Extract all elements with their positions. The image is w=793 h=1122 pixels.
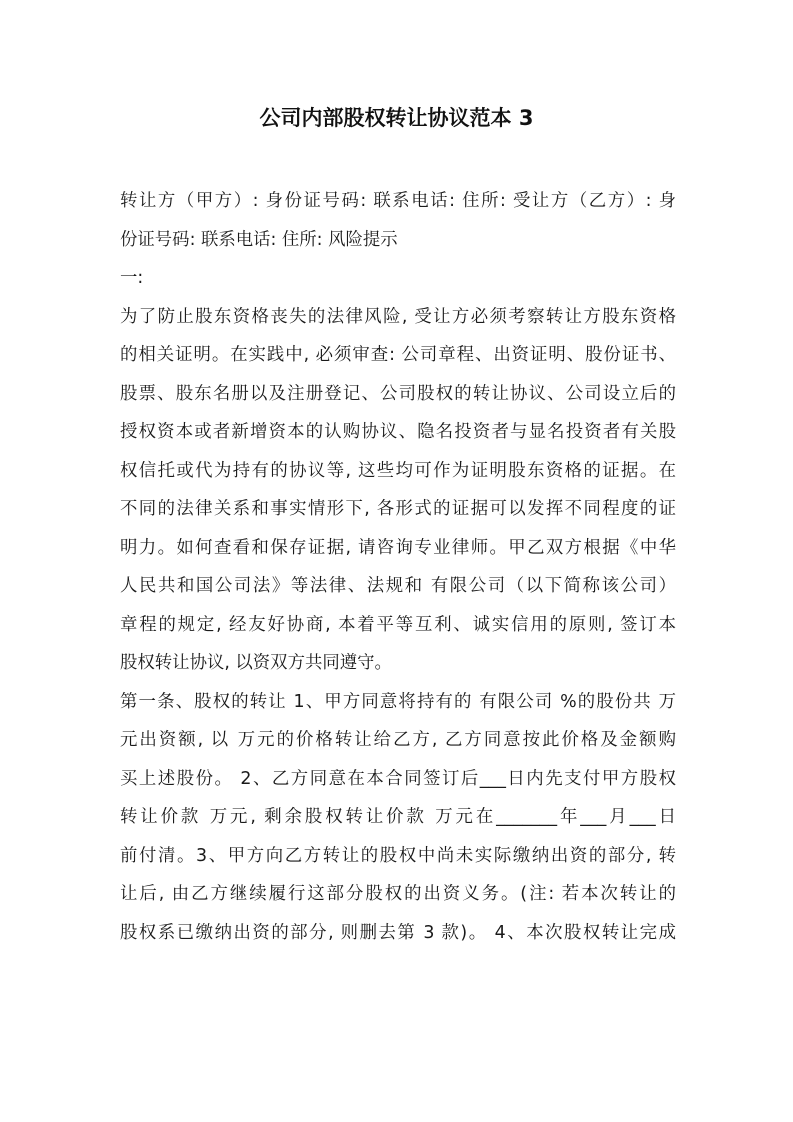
body-line: 人民共和国公司法》等法律、法规和 有限公司（以下简称该公司） bbox=[120, 576, 676, 596]
body-line: 转让价款 万元, 剩余股权转让价款 万元在_______年___月___日 bbox=[120, 807, 676, 827]
body-line: 前付清。3、甲方向乙方转让的股权中尚未实际缴纳出资的部分, 转 bbox=[120, 845, 676, 866]
body-line: 的相关证明。在实践中, 必须审查: 公司章程、出资证明、股份证书、 bbox=[120, 345, 676, 365]
document-title: 公司内部股权转让协议范本 3 bbox=[259, 106, 534, 130]
body-line: 份证号码: 联系电话: 住所: 风险提示 bbox=[120, 229, 398, 250]
body-line: 不同的法律关系和事实情形下, 各形式的证据可以发挥不同程度的证 bbox=[120, 499, 676, 519]
body-line: 第一条、股权的转让 1、甲方同意将持有的 有限公司 %的股份共 万 bbox=[120, 691, 676, 712]
body-line: 权信托或代为持有的协议等, 这些均可作为证明股东资格的证据。在 bbox=[120, 460, 676, 481]
document-body bbox=[120, 182, 676, 952]
body-line: 股票、股东名册以及注册登记、公司股权的转让协议、公司设立后的 bbox=[120, 383, 676, 404]
body-line: 股权系已缴纳出资的部分, 则删去第 3 款)。 4、本次股权转让完成 bbox=[120, 922, 676, 943]
body-line: 授权资本或者新增资本的认购协议、隐名投资者与显名投资者有关股 bbox=[120, 422, 676, 442]
body-line: 转让方（甲方）: 身份证号码: 联系电话: 住所: 受让方（乙方）: 身 bbox=[120, 191, 676, 211]
body-line: 让后, 由乙方继续履行这部分股权的出资义务。(注: 若本次转让的 bbox=[120, 884, 676, 904]
body-line: 章程的规定, 经友好协商, 本着平等互利、诚实信用的原则, 签订本 bbox=[120, 614, 676, 635]
body-line: 一: bbox=[120, 268, 144, 288]
body-line: 为了防止股东资格丧失的法律风险, 受让方必须考察转让方股东资格 bbox=[120, 306, 676, 327]
body-line: 明力。如何查看和保存证据, 请咨询专业律师。甲乙双方根据《中华 bbox=[120, 537, 676, 558]
body-line: 买上述股份。 2、乙方同意在本合同签订后___日内先支付甲方股权 bbox=[120, 768, 676, 789]
body-line: 股权转让协议, 以资双方共同遵守。 bbox=[120, 653, 392, 673]
body-line: 元出资额, 以 万元的价格转让给乙方, 乙方同意按此价格及金额购 bbox=[120, 730, 676, 750]
